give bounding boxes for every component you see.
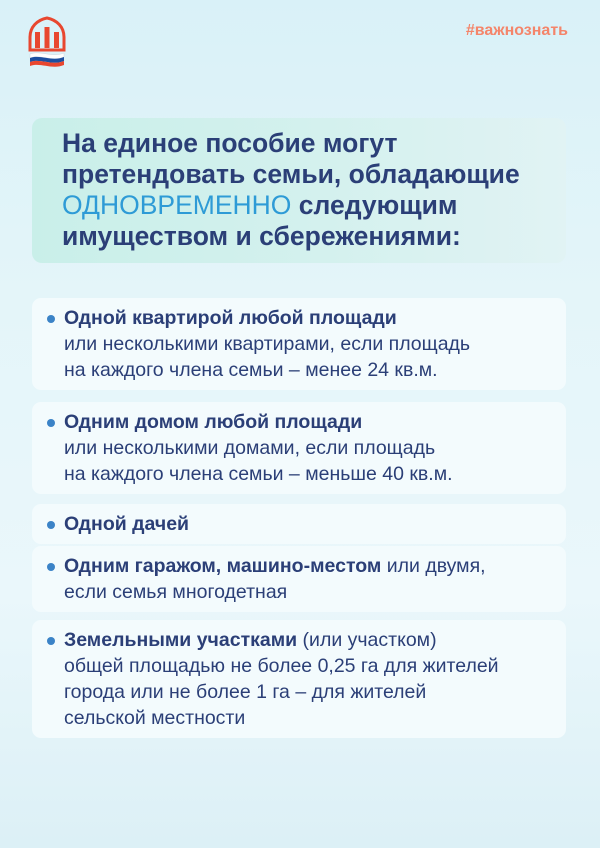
bullet-icon [47,521,55,529]
item-text: или двумя, [381,555,486,577]
list-item [32,402,566,494]
item-title: Земельными участками [64,629,298,651]
item-text: или несколькими домами, если площадь [64,437,436,459]
item-text: или несколькими квартирами, если площадь [64,333,471,355]
item-title: Одной дачей [64,513,190,535]
headline-accent: ОДНОВРЕМЕННО [62,190,292,220]
bullet-icon [47,419,55,427]
headline-line: претендовать семьи, обладающие [62,159,520,189]
list-item [32,504,566,544]
item-text: сельской местности [64,707,246,729]
bullet-icon [47,315,55,323]
item-text: на каждого члена семьи – меньше 40 кв.м. [64,463,453,485]
headline-line: следующим [291,190,458,220]
item-text: если семья многодетная [64,581,288,603]
item-title: Одним домом любой площади [64,411,363,433]
list-item [32,546,566,612]
bullet-icon [47,563,55,571]
item-text: (или участком) [297,629,437,651]
list-item [32,298,566,390]
item-text: города или не более 1 га – для жителей [64,681,427,703]
item-title: Одним гаражом, машино-местом [64,555,382,577]
headline-line: имуществом и сбережениями: [62,221,461,251]
item-text: на каждого члена семьи – менее 24 кв.м. [64,359,438,381]
headline [62,128,562,252]
pfr-logo-icon [24,14,70,68]
hashtag: #важнознать [465,22,568,39]
item-title: Одной квартирой любой площади [64,307,397,329]
headline-line: На единое пособие могут [62,128,398,158]
list-item [32,620,566,738]
bullet-icon [47,637,55,645]
item-text: общей площадью не более 0,25 га для жителей [64,655,499,677]
